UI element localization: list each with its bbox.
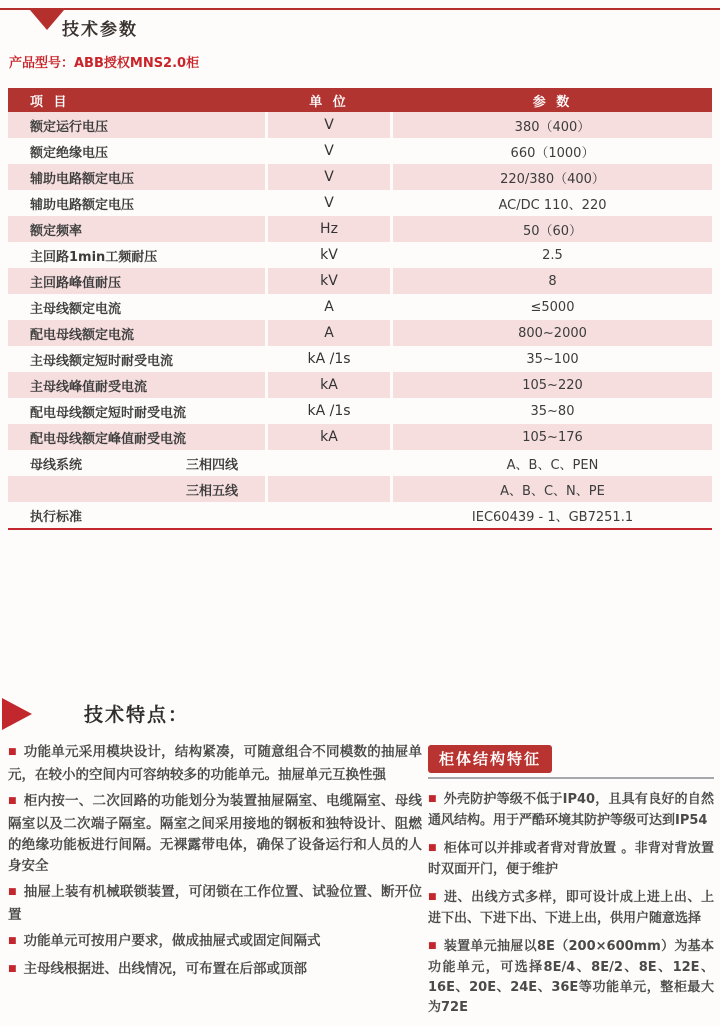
item-label: 额定绝缘电压	[30, 145, 109, 161]
item-label: 配电母线额定峰值耐受电流	[30, 431, 187, 447]
table-row	[8, 450, 712, 476]
cell-unit: A	[324, 299, 334, 315]
cell-unit: V	[324, 195, 334, 211]
cell-item	[8, 294, 265, 320]
cell-unit: A	[268, 320, 390, 346]
cell-item	[8, 398, 265, 424]
cell-item	[8, 164, 265, 190]
table-row	[8, 294, 712, 320]
cabinet-structure-container	[428, 745, 714, 1026]
cell-param: 50（60）	[393, 216, 712, 242]
product-model-label: 产品型号：ABB授权MNS2.0柜	[9, 56, 200, 71]
cell-param: 660（1000）	[510, 145, 595, 161]
cell-item	[8, 320, 265, 346]
cell-param: 220/380（400）	[393, 164, 712, 190]
col-header-param: 参 数	[532, 94, 573, 110]
cell-param: 35~100	[526, 351, 579, 367]
table-row	[8, 398, 712, 424]
item-label: 执行标准	[30, 509, 83, 525]
cell-param: 380（400）	[393, 112, 712, 138]
cabinet-feature-list	[428, 790, 714, 1018]
features-list-container	[8, 742, 422, 987]
feature-item: ■ 抽屉上装有机械联锁装置，可闭锁在工作位置、试验位置、断开位置	[8, 882, 422, 926]
table-row	[8, 242, 712, 268]
feature-item: ■ 功能单元采用模块设计，结构紧凑，可随意组合不同模数的抽屉单元，在较小的空间内可容纳较多的功能单元。抽屉单元互换性强	[8, 742, 422, 786]
cell-param: AC/DC 110、220	[498, 197, 607, 213]
item-label: 额定频率	[30, 223, 83, 239]
cabinet-feature-item: ■ 装置单元抽屉以8E（200×600mm）为基本功能单元，可选择8E/4、8E/2、8E、12E、16E、20E、24E、36E等功能单元，整柜最大为72E	[428, 937, 714, 1018]
item-label: 额定运行电压	[30, 119, 109, 135]
table-row	[8, 320, 712, 346]
item-label: 主母线额定电流	[30, 301, 122, 317]
table-row	[8, 424, 712, 450]
item-label: 辅助电路额定电压	[30, 171, 135, 187]
triangle-down-icon	[30, 10, 64, 30]
cell-item	[8, 268, 265, 294]
table-row	[8, 190, 712, 216]
cell-unit: V	[268, 164, 390, 190]
item-label: 配电母线额定电流	[30, 327, 135, 343]
table-row	[8, 268, 712, 294]
section-title-tech-params: 技术参数	[62, 20, 138, 40]
item-label: 母线系统	[30, 457, 83, 473]
table-row	[8, 112, 712, 138]
cell-unit: V	[268, 112, 390, 138]
col-header-unit: 单 位	[309, 94, 349, 110]
cabinet-feature-item: ■ 进、出线方式多样，即可设计成上进上出、上进下出、下进下出、下进上出，供用户随意选择	[428, 888, 714, 929]
table-row	[8, 164, 712, 190]
item-label: 配电母线额定短时耐受电流	[30, 405, 187, 421]
cell-unit: kA	[268, 372, 390, 398]
table-row	[8, 502, 712, 528]
cell-unit: V	[324, 143, 334, 159]
cell-param: 2.5	[542, 247, 563, 263]
cell-param: IEC60439 - 1、GB7251.1	[471, 509, 634, 525]
cell-unit: kA /1s	[307, 351, 351, 367]
cell-item	[8, 216, 265, 242]
cell-item	[8, 372, 265, 398]
table-row	[8, 216, 712, 242]
item-label: 主母线峰值耐受电流	[30, 379, 148, 395]
cell-param: 35~80	[530, 403, 575, 419]
feature-item: ■ 主母线根据进、出线情况，可布置在后部或顶部	[8, 959, 422, 982]
cell-param: ≤5000	[530, 299, 575, 315]
cell-item	[8, 424, 265, 450]
section-title-tech-features: 技术特点：	[84, 704, 190, 726]
table-row	[8, 372, 712, 398]
cell-unit: kA /1s	[307, 403, 351, 419]
cell-unit: Hz	[268, 216, 390, 242]
spec-table	[8, 88, 712, 530]
item-sub-label: 三相四线	[186, 457, 239, 473]
cell-param: 105~176	[393, 424, 712, 450]
cell-param: 800~2000	[393, 320, 712, 346]
cabinet-feature-item: ■ 柜体可以并排或者背对背放置 。非背对背放置时双面开门，便于维护	[428, 839, 714, 880]
feature-item: ■ 功能单元可按用户要求，做成抽屉式或固定间隔式	[8, 931, 422, 954]
cell-param: 8	[393, 268, 712, 294]
cell-unit: kA	[268, 424, 390, 450]
col-header-item: 项 目	[30, 94, 70, 110]
cell-unit	[268, 450, 390, 476]
item-label: 主回路峰值耐压	[30, 275, 122, 291]
cell-item	[8, 190, 265, 216]
cell-item	[8, 502, 265, 528]
cell-param: A、B、C、PEN	[506, 457, 599, 473]
cell-item	[8, 450, 265, 476]
item-label: 主母线额定短时耐受电流	[30, 353, 174, 369]
cell-item	[8, 138, 265, 164]
cell-param: 105~220	[393, 372, 712, 398]
triangle-right-icon	[2, 698, 32, 730]
cabinet-divider	[428, 777, 714, 779]
cell-item	[8, 476, 265, 502]
cabinet-feature-item: ■ 外壳防护等级不低于IP40，且具有良好的自然通风结构。用于严酷环境其防护等级可达到IP54	[428, 790, 714, 831]
table-row	[8, 346, 712, 372]
cell-unit: kV	[268, 268, 390, 294]
spec-table-header-row	[8, 88, 712, 112]
cell-item	[8, 112, 265, 138]
item-sub-label: 三相五线	[186, 483, 239, 499]
cell-item	[8, 346, 265, 372]
features-list	[8, 742, 422, 982]
feature-item: ■ 柜内按一、二次回路的功能划分为装置抽屉隔室、电缆隔室、母线隔室以及二次端子隔室。隔室之间采用接地的钢板和独特设计、阻燃的绝缘功能板进行间隔。无裸露带电体，确保了设备运行和人员的人身安全	[8, 791, 422, 877]
cell-unit	[268, 476, 390, 502]
table-row	[8, 476, 712, 502]
item-label: 主回路1min工频耐压	[30, 249, 158, 265]
cell-param: A、B、C、N、PE	[393, 476, 712, 502]
cell-unit	[268, 502, 390, 528]
top-rule	[0, 8, 720, 10]
item-label: 辅助电路额定电压	[30, 197, 135, 213]
cabinet-structure-badge: 柜体结构特征	[428, 745, 552, 773]
spec-table-body	[8, 112, 712, 528]
cell-item	[8, 242, 265, 268]
table-row	[8, 138, 712, 164]
cell-unit: kV	[320, 247, 338, 263]
